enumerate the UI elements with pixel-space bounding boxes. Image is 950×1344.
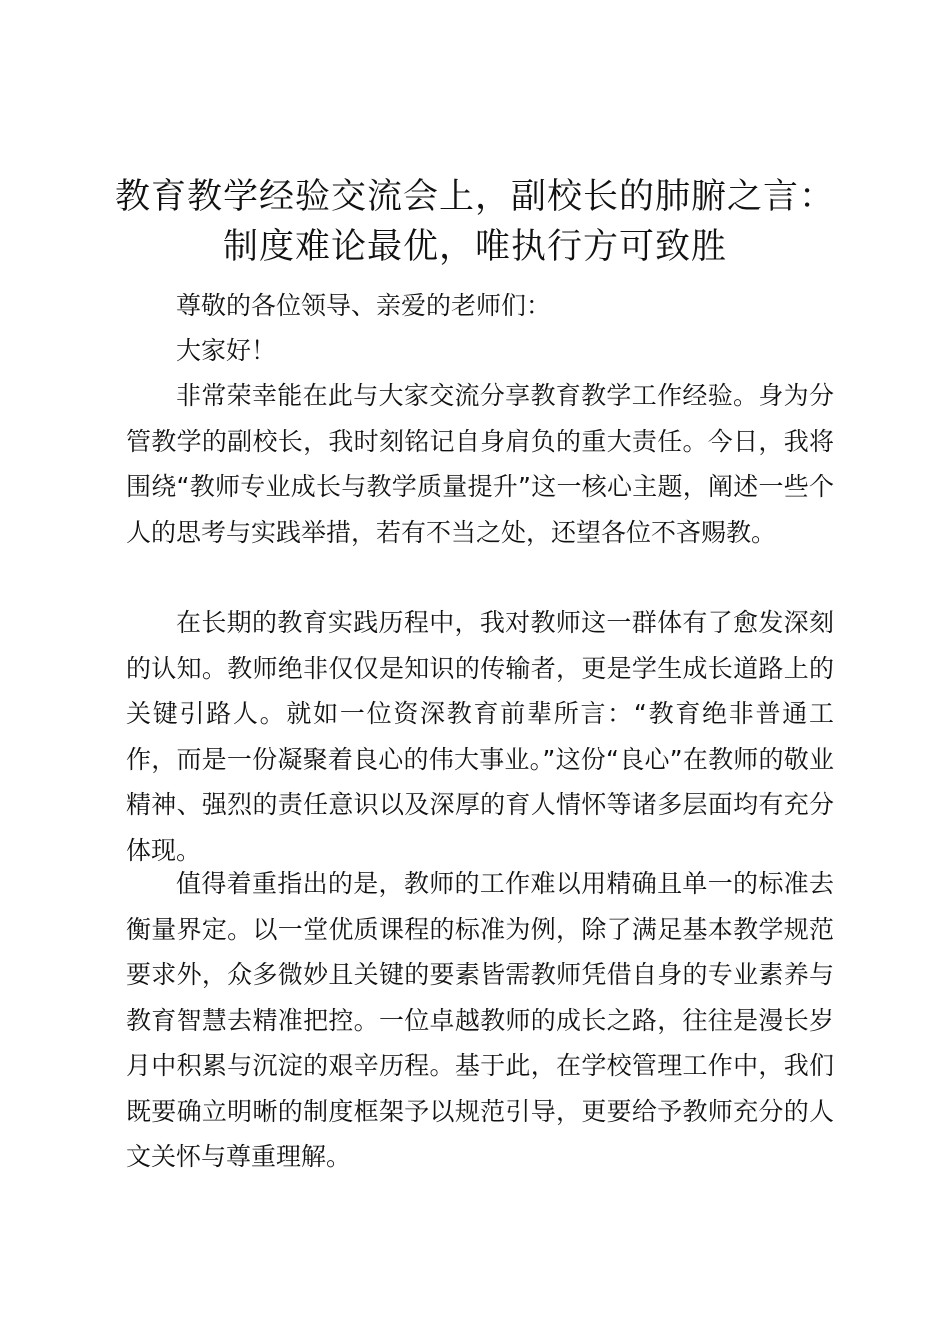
salutation: 尊敬的各位领导、亲爱的老师们： (176, 291, 552, 320)
body-paragraph-2: 在长期的教育实践历程中，我对教师这一群体有了愈发深刻的认知。教师绝非仅仅是知识的传输者，更是学生成长道路上的关键引路人。就如一位资深教育前辈所言：“教育绝非普通工作，而是一份凝聚着良心的伟大事业。”这份“良心”在教师的敬业精神、强烈的责任意识以及深厚的育人情怀等诸多层面均有充分体现。 (126, 608, 834, 865)
body-paragraph-1: 非常荣幸能在此与大家交流分享教育教学工作经验。身为分管教学的副校长，我时刻铭记自身肩负的重大责任。今日，我将围绕“教师专业成长与教学质量提升”这一核心主题，阐述一些个人的思考与实践举措，若有不当之处，还望各位不吝赐教。 (126, 381, 834, 547)
document-title-line-1: 教育教学经验交流会上，副校长的肺腑之言： (114, 177, 835, 217)
body-paragraph-3: 值得着重指出的是，教师的工作难以用精确且单一的标准去衡量界定。以一堂优质课程的标准为例，除了满足基本教学规范要求外，众多微妙且关键的要素皆需教师凭借自身的专业素养与教育智慧去精准把控。一位卓越教师的成长之路，往往是漫长岁月中积累与沉淀的艰辛历程。基于此，在学校管理工作中，我们既要确立明晰的制度框架予以规范引导，更要给予教师充分的人文关怀与尊重理解。 (126, 869, 834, 1171)
greeting: 大家好！ (176, 336, 277, 365)
document-title-line-2: 制度难论最优，唯执行方可致胜 (222, 227, 727, 267)
